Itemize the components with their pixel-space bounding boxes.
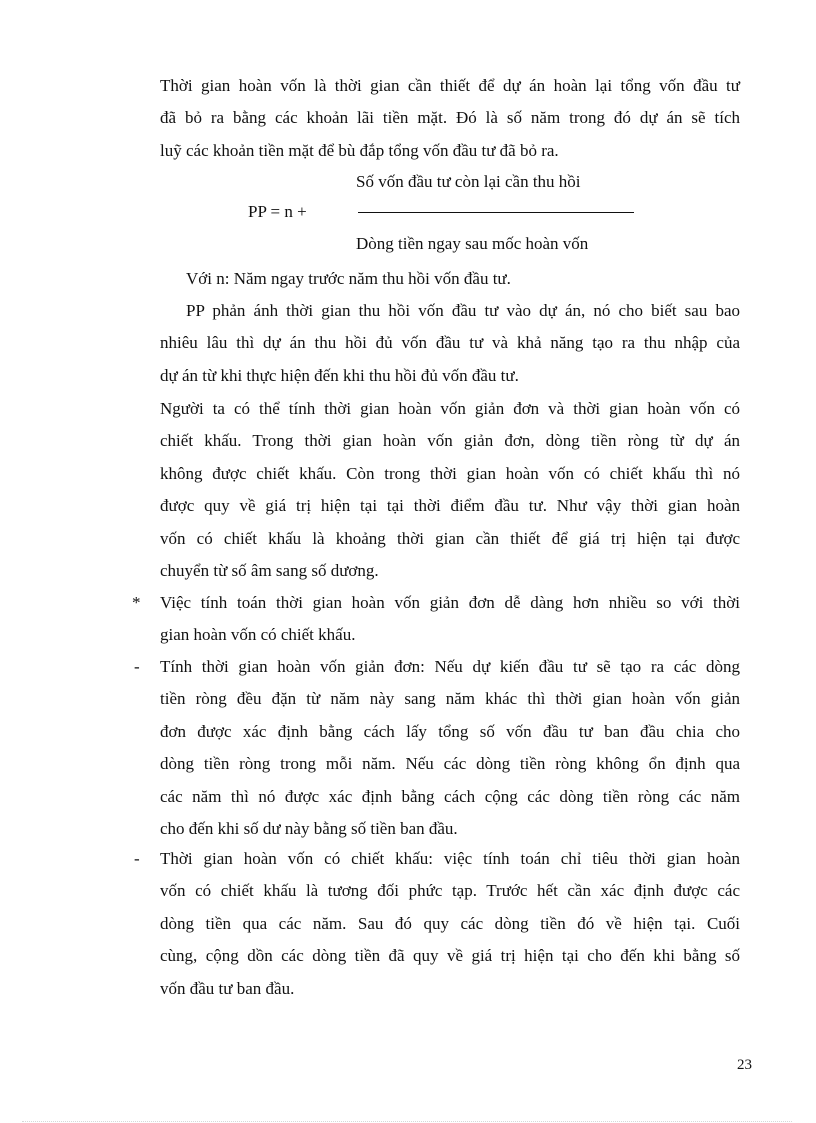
text-line: dự án từ khi thực hiện đến khi thu hồi đủ vốn đầu tư. [160, 365, 519, 385]
text-line: tiền ròng đều đặn từ năm này sang năm khác thì thời gian hoàn vốn giản [160, 689, 740, 709]
text-line: nhiêu lâu thì dự án thu hồi đủ vốn đầu tư và khả năng tạo ra thu nhập của [160, 333, 740, 353]
list-marker-dash: - [134, 657, 140, 676]
text-line: PP phản ánh thời gian thu hồi vốn đầu tư vào dự án, nó cho biết sau bao [186, 301, 740, 320]
text-line: vốn đầu tư ban đầu. [160, 978, 295, 998]
text-line: không được chiết khấu. Còn trong thời gian hoàn vốn có chiết khấu thì nó [160, 463, 740, 483]
list-item-simple-vs-discounted [160, 587, 740, 652]
text-line: cùng, cộng dồn các dòng tiền đã quy về giá trị hiện tại cho đến khi bằng số [160, 946, 740, 966]
formula-numerator: Số vốn đầu tư còn lại cần thu hồi [356, 172, 581, 191]
fraction-bar [358, 212, 634, 213]
text-line: Thời gian hoàn vốn có chiết khấu: việc tính toán chỉ tiêu thời gian hoàn [160, 849, 740, 868]
footer-divider [22, 1121, 792, 1122]
text-line: các năm thì nó được xác định bằng cách cộng các dòng tiền ròng các năm [160, 786, 740, 806]
paragraph-definition [160, 70, 740, 167]
formula-note [186, 263, 511, 295]
text-line: dòng tiền ròng trong mỗi năm. Nếu các dòng tiền ròng không ổn định qua [160, 754, 740, 774]
text-line: Tính thời gian hoàn vốn giản đơn: Nếu dự kiến đầu tư sẽ tạo ra các dòng [160, 657, 740, 676]
text-line: gian hoàn vốn có chiết khấu. [160, 625, 356, 645]
text-line: Người ta có thể tính thời gian hoàn vốn giản đơn và thời gian hoàn vốn có [160, 399, 740, 418]
text-line: cho đến khi số dư này bằng số tiền ban đầu. [160, 819, 458, 839]
text-line: dòng tiền qua các năm. Sau đó quy các dòng tiền đó về hiện tại. Cuối [160, 913, 740, 933]
pp-formula [248, 168, 648, 268]
formula-denominator: Dòng tiền ngay sau mốc hoàn vốn [356, 234, 589, 253]
paragraph-methods [160, 393, 740, 587]
text-line: chuyển từ số âm sang số dương. [160, 561, 379, 581]
text-line: Việc tính toán thời gian hoàn vốn giản đơn dễ dàng hơn nhiều so với thời [160, 593, 740, 612]
list-marker-dash: - [134, 849, 140, 868]
text-line: luỹ các khoản tiền mặt để bù đắp tổng vốn đầu tư đã bỏ ra. [160, 140, 559, 160]
text-line: đơn được xác định bằng cách lấy tổng số vốn đầu tư ban đầu chia cho [160, 721, 740, 741]
text-line: Thời gian hoàn vốn là thời gian cần thiết để dự án hoàn lại tổng vốn đầu tư [160, 76, 740, 95]
text-line: đã bỏ ra bằng các khoản lãi tiền mặt. Đó là số năm trong đó dự án sẽ tích [160, 108, 740, 128]
text-line: vốn có chiết khấu là tương đối phức tạp. Trước hết cần xác định được các [160, 881, 740, 901]
text-line: được quy về giá trị hiện tại tại thời điểm đầu tư. Như vậy thời gian hoàn [160, 496, 740, 516]
text-line: vốn có chiết khấu là khoảng thời gian cần thiết để giá trị hiện tại được [160, 528, 740, 548]
page-number: 23 [737, 1057, 752, 1073]
list-marker-asterisk: * [132, 593, 141, 612]
formula-lhs: PP = n + [248, 202, 307, 221]
text-line: chiết khấu. Trong thời gian hoàn vốn giản đơn, dòng tiền ròng từ dự án [160, 431, 740, 451]
text-line: Với n: Năm ngay trước năm thu hồi vốn đầu tư. [186, 269, 511, 288]
list-item-simple-payback [160, 651, 740, 845]
paragraph-pp-meaning [160, 295, 740, 392]
list-item-discounted-payback [160, 843, 740, 1005]
